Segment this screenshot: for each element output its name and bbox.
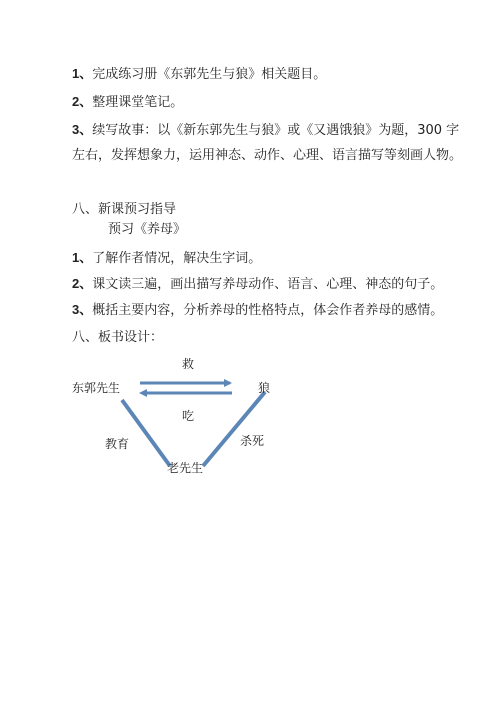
edge-label-educate: 教育 [105, 437, 130, 451]
item-number: 2、 [72, 276, 93, 291]
preview-subheading: 预习《养母》 [108, 222, 187, 237]
item-number: 2、 [72, 94, 93, 109]
edge-label-eat: 吃 [182, 409, 195, 423]
edge-label-kill: 杀死 [240, 434, 265, 448]
node-wolf: 狼 [258, 381, 271, 395]
item-text: 续写故事：以《新东郭先生与狼》或《又遇饿狼》为题，300 字 [92, 123, 460, 138]
item-text: 了解作者情况，解决生字词。 [92, 251, 262, 266]
item-text: 概括主要内容，分析养母的性格特点，体会作者养母的感情。 [92, 303, 444, 318]
item-number: 1、 [72, 66, 93, 81]
item-text: 课文读三遍，画出描写养母动作、语言、心理、神态的句子。 [92, 277, 444, 292]
homework-item-3-continuation: 左右，发挥想象力，运用神态、动作、心理、语言描写等刻画人物。 [72, 148, 463, 163]
arrowhead-save [224, 379, 232, 387]
board-heading: 八、板书设计： [72, 330, 164, 345]
line-kill [203, 392, 265, 466]
item-number: 1、 [72, 250, 93, 265]
preview-heading: 八、新课预习指导 [72, 202, 177, 217]
item-number: 3、 [72, 122, 93, 137]
arrowhead-eat [139, 389, 147, 397]
line-educate [122, 400, 170, 466]
node-old-man: 老先生 [167, 461, 204, 475]
edge-label-save: 救 [182, 357, 195, 371]
item-number: 3、 [72, 302, 93, 317]
item-text: 整理课堂笔记。 [92, 95, 184, 110]
item-text: 完成练习册《东郭先生与狼》相关题目。 [92, 67, 327, 82]
node-dongguo: 东郭先生 [72, 381, 121, 395]
